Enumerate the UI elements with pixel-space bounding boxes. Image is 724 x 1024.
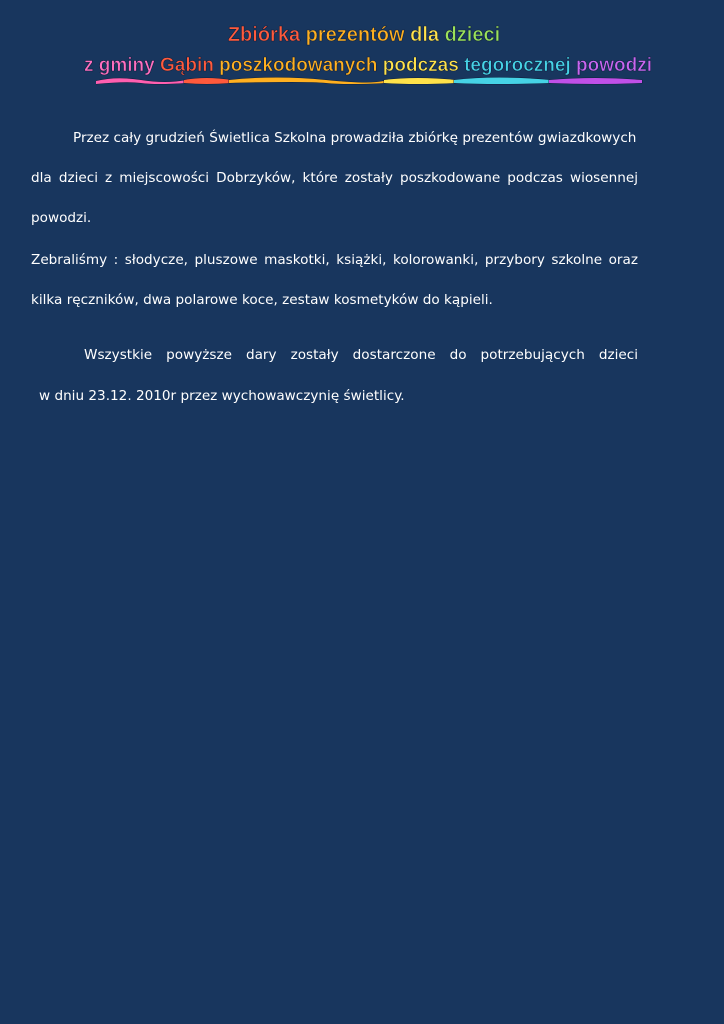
title-line-2 — [6, 55, 724, 77]
title-word: Zbiórka — [227, 24, 301, 46]
title-word: dzieci — [444, 24, 501, 46]
title-word: powodzi — [576, 55, 652, 76]
paragraph-1-line-1: Przez cały grudzień Świetlica Szkolna prowadziła zbiórkę prezentów gwiazdkowych — [73, 130, 637, 146]
paragraph-1-line-2: dla dzieci z miejscowości Dobrzyków, które zostały poszkodowane podczas wiosennej — [31, 170, 638, 186]
title-line-1 — [2, 24, 724, 47]
paragraph-2-line-2: kilka ręczników, dwa polarowe koce, zestaw kosmetyków do kąpieli. — [31, 292, 493, 308]
title-word: z gminy — [84, 55, 155, 76]
paragraph-3-line-2: w dniu 23.12. 2010r przez wychowawczynię świetlicy. — [39, 388, 405, 404]
paragraph-1-line-3: powodzi. — [31, 210, 92, 226]
paragraph-3-line-1: Wszystkie powyższe dary zostały dostarczone do potrzebujących dzieci — [84, 347, 638, 363]
title-word: Gąbin — [160, 55, 214, 76]
title-word: podczas — [382, 55, 459, 76]
title-word: poszkodowanych — [219, 55, 378, 76]
title-word: dla — [410, 24, 440, 46]
title-word: prezentów — [305, 24, 405, 46]
title-word: tegorocznej — [464, 55, 571, 76]
paragraph-2-line-1: Zebraliśmy : słodycze, pluszowe maskotki, książki, kolorowanki, przybory szkolne oraz — [31, 252, 638, 268]
